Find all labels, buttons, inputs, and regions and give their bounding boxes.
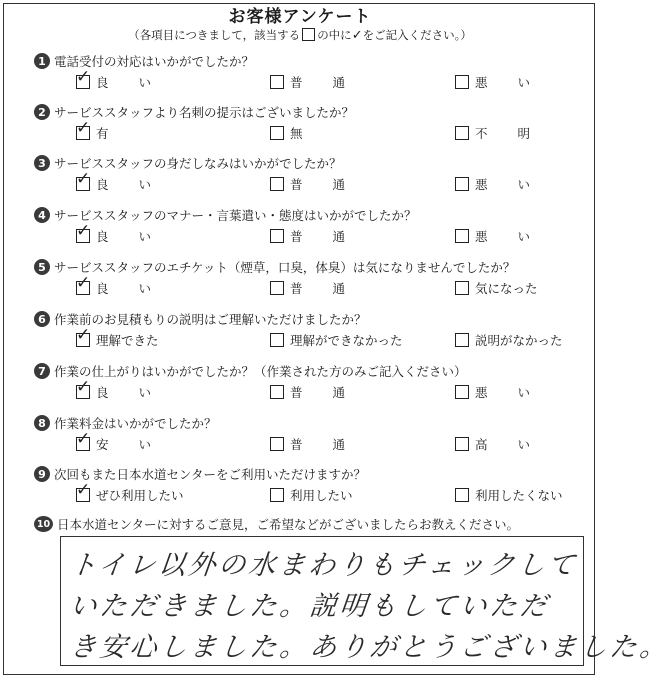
question-8 xyxy=(0,413,600,463)
answer-label: 普通 xyxy=(290,281,376,296)
question-number-badge: 10 xyxy=(34,516,53,532)
answer-option[interactable] xyxy=(270,435,375,453)
check-mark-icon: ✓ xyxy=(351,28,363,43)
answer-option[interactable] xyxy=(455,227,560,245)
answer-checkbox[interactable] xyxy=(455,177,469,191)
answer-checkbox[interactable] xyxy=(76,429,91,451)
answer-option[interactable] xyxy=(455,486,563,504)
answer-checkbox[interactable] xyxy=(76,118,91,140)
answer-checkbox[interactable] xyxy=(76,169,91,191)
answer-label: 安い xyxy=(96,437,182,452)
question-9 xyxy=(0,464,600,514)
question-3 xyxy=(0,153,600,203)
answer-checkbox[interactable] xyxy=(76,221,91,243)
answer-label: 普通 xyxy=(290,75,376,90)
answer-label: 普通 xyxy=(290,177,376,192)
handwritten-comment-line-3: き安心しました。ありがとうございました。 xyxy=(68,632,672,663)
answer-option[interactable] xyxy=(270,73,375,91)
answer-option[interactable] xyxy=(76,325,159,349)
question-5 xyxy=(0,257,600,307)
comment-question-text: 日本水道センターに対するご意見，ご希望などがございましたらお教えください。 xyxy=(57,517,520,532)
answer-checkbox[interactable] xyxy=(76,273,91,295)
answer-checkbox[interactable] xyxy=(270,437,284,451)
answer-label: 気になった xyxy=(475,281,538,296)
handwritten-comment-line-2: いただきました。説明もしていただ xyxy=(68,591,552,622)
question-heading xyxy=(34,257,515,277)
checkbox-sample-icon xyxy=(302,28,315,41)
answer-checkbox[interactable] xyxy=(270,281,284,295)
answer-checkbox[interactable] xyxy=(270,385,284,399)
answer-label: 悪い xyxy=(475,229,561,244)
question-7 xyxy=(0,361,600,411)
answer-checkbox[interactable] xyxy=(270,333,284,347)
answer-checkbox[interactable] xyxy=(455,385,469,399)
question-text: 電話受付の対応はいかがでしたか？ xyxy=(54,54,255,69)
question-number-badge: 2 xyxy=(34,104,50,120)
question-heading xyxy=(34,51,254,71)
answer-label: 良い xyxy=(96,229,182,244)
answer-checkbox[interactable] xyxy=(455,281,469,295)
answer-checkbox[interactable] xyxy=(270,488,284,502)
answer-label: 普通 xyxy=(290,437,376,452)
answer-option[interactable] xyxy=(76,118,109,142)
question-text: 作業前のお見積もりの説明はご理解いただけましたか？ xyxy=(54,312,367,327)
answer-option[interactable] xyxy=(270,124,303,142)
check-mark-icon: ✓ xyxy=(76,118,91,138)
check-mark-icon: ✓ xyxy=(76,221,91,241)
answer-label: 無 xyxy=(290,126,303,141)
question-text: サービススタッフの身だしなみはいかがでしたか？ xyxy=(54,156,342,171)
question-number-badge: 3 xyxy=(34,155,50,171)
check-mark-icon: ✓ xyxy=(76,429,91,449)
question-number-badge: 4 xyxy=(34,207,50,223)
question-heading xyxy=(34,205,417,225)
answer-option[interactable] xyxy=(270,383,375,401)
answer-option[interactable] xyxy=(270,331,403,349)
question-text: 作業の仕上がりはいかがでしたか？（作業された方のみご記入ください） xyxy=(54,364,467,379)
check-mark-icon: ✓ xyxy=(76,480,91,500)
answer-checkbox[interactable] xyxy=(455,437,469,451)
handwritten-comment-line-1: トイレ以外の水まわりもチェックして xyxy=(68,550,580,581)
check-mark-icon: ✓ xyxy=(76,325,91,345)
question-text: サービススタッフのマナー・言葉遣い・態度はいかがでしたか？ xyxy=(54,208,417,223)
question-4 xyxy=(0,205,600,255)
answer-label: 良い xyxy=(96,177,182,192)
answer-label: 良い xyxy=(96,75,182,90)
answer-checkbox[interactable] xyxy=(76,480,91,502)
answer-option[interactable] xyxy=(270,227,375,245)
form-instruction xyxy=(0,27,600,43)
comment-question xyxy=(34,515,519,533)
question-number-badge: 1 xyxy=(34,53,50,69)
answer-label: 悪い xyxy=(475,75,561,90)
answer-option[interactable] xyxy=(270,486,353,504)
answer-option[interactable] xyxy=(270,175,375,193)
answer-label: 良い xyxy=(96,385,182,400)
answer-label: 説明がなかった xyxy=(475,333,563,348)
question-2 xyxy=(0,102,600,152)
question-number-badge: 6 xyxy=(34,311,50,327)
question-heading xyxy=(34,361,467,381)
answer-label: ぜひ利用したい xyxy=(96,488,184,503)
check-mark-icon: ✓ xyxy=(76,67,91,87)
question-heading xyxy=(34,413,217,433)
answer-label: 高い xyxy=(475,437,561,452)
answer-option[interactable] xyxy=(76,221,182,245)
question-6 xyxy=(0,309,600,359)
question-number-badge: 8 xyxy=(34,415,50,431)
answer-option[interactable] xyxy=(455,435,560,453)
answer-label: 良い xyxy=(96,281,182,296)
question-1 xyxy=(0,51,600,101)
check-mark-icon: ✓ xyxy=(76,377,91,397)
answer-checkbox[interactable] xyxy=(270,75,284,89)
question-text: サービススタッフより名刺の提示はございましたか？ xyxy=(54,105,355,120)
answer-label: 有 xyxy=(96,126,109,141)
answer-option[interactable] xyxy=(455,383,560,401)
answer-label: 利用したい xyxy=(290,488,353,503)
question-text: サービススタッフのエチケット（煙草，口臭，体臭）は気になりませんでしたか？ xyxy=(54,260,516,275)
question-text: 作業料金はいかがでしたか？ xyxy=(54,416,217,431)
answer-checkbox[interactable] xyxy=(455,333,469,347)
answer-label: 普通 xyxy=(290,385,376,400)
answer-option[interactable] xyxy=(76,480,184,504)
answer-option[interactable] xyxy=(76,67,182,91)
answer-option[interactable] xyxy=(76,429,182,453)
answer-checkbox[interactable] xyxy=(455,126,469,140)
question-number-badge: 7 xyxy=(34,363,50,379)
answer-checkbox[interactable] xyxy=(270,229,284,243)
question-number-badge: 5 xyxy=(34,259,50,275)
answer-option[interactable] xyxy=(270,279,375,297)
instruction-text-middle: の中に xyxy=(317,28,352,42)
check-mark-icon: ✓ xyxy=(76,169,91,189)
answer-option[interactable] xyxy=(455,331,563,349)
answer-checkbox[interactable] xyxy=(76,377,91,399)
answer-label: 理解できた xyxy=(96,333,159,348)
answer-option[interactable] xyxy=(455,73,560,91)
answer-checkbox[interactable] xyxy=(455,75,469,89)
instruction-text-after: をご記入ください。） xyxy=(362,28,472,42)
answer-option[interactable] xyxy=(76,273,182,297)
question-text: 次回もまた日本水道センターをご利用いただけますか？ xyxy=(54,467,367,482)
answer-checkbox[interactable] xyxy=(455,229,469,243)
question-number-badge: 9 xyxy=(34,466,50,482)
answer-label: 理解ができなかった xyxy=(290,333,403,348)
instruction-text-before: （各項目につきまして，該当する xyxy=(128,28,301,42)
form-title: お客様アンケート xyxy=(228,7,372,27)
answer-option[interactable] xyxy=(76,169,182,193)
answer-option[interactable] xyxy=(76,377,182,401)
answer-option[interactable] xyxy=(455,175,560,193)
answer-checkbox[interactable] xyxy=(76,325,91,347)
answer-label: 利用したくない xyxy=(475,488,563,503)
answer-checkbox[interactable] xyxy=(270,126,284,140)
answer-option[interactable] xyxy=(455,124,560,142)
answer-label: 不明 xyxy=(475,126,561,141)
answer-label: 普通 xyxy=(290,229,376,244)
answer-label: 悪い xyxy=(475,385,561,400)
answer-checkbox[interactable] xyxy=(455,488,469,502)
answer-label: 悪い xyxy=(475,177,561,192)
answer-checkbox[interactable] xyxy=(76,67,91,89)
answer-option[interactable] xyxy=(455,279,538,297)
answer-checkbox[interactable] xyxy=(270,177,284,191)
check-mark-icon: ✓ xyxy=(76,273,91,293)
